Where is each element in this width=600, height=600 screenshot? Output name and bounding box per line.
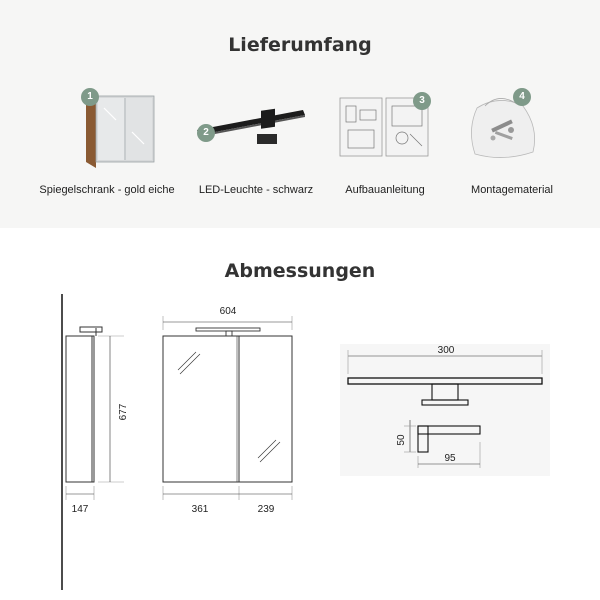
badge-4: 4 <box>513 88 531 106</box>
item-label-assembly-manual: Aufbauanleitung <box>345 184 425 196</box>
item-label-mounting-material: Montagematerial <box>471 184 553 196</box>
front-view-drawing <box>163 316 292 500</box>
side-view-drawing <box>62 294 124 590</box>
dim-lamp-length: 300 <box>437 345 455 356</box>
item-led-light <box>181 88 331 208</box>
badge-2: 2 <box>197 124 215 142</box>
item-mirror-cabinet <box>32 88 182 208</box>
dimensions-title: Abmessungen <box>224 260 376 282</box>
item-label-led-light: LED-Leuchte - schwarz <box>198 184 314 196</box>
dim-lamp-mount-depth: 95 <box>444 453 456 464</box>
mirror-cabinet-icon <box>32 88 182 168</box>
mounting-material-bag-icon <box>437 88 587 168</box>
scope-of-delivery-title: Lieferumfang <box>228 34 372 56</box>
badge-3: 3 <box>413 92 431 110</box>
dim-right-door-width: 239 <box>257 504 275 515</box>
dim-width: 604 <box>219 306 237 317</box>
dimensions-drawing <box>0 290 600 600</box>
dim-depth: 147 <box>71 504 89 515</box>
dim-left-door-width: 361 <box>191 504 209 515</box>
item-mounting-material <box>437 88 587 208</box>
badge-1: 1 <box>81 88 99 106</box>
dim-height: 677 <box>118 403 129 421</box>
item-label-mirror-cabinet: Spiegelschrank - gold eiche <box>39 184 175 196</box>
dim-lamp-mount-height: 50 <box>396 434 407 446</box>
